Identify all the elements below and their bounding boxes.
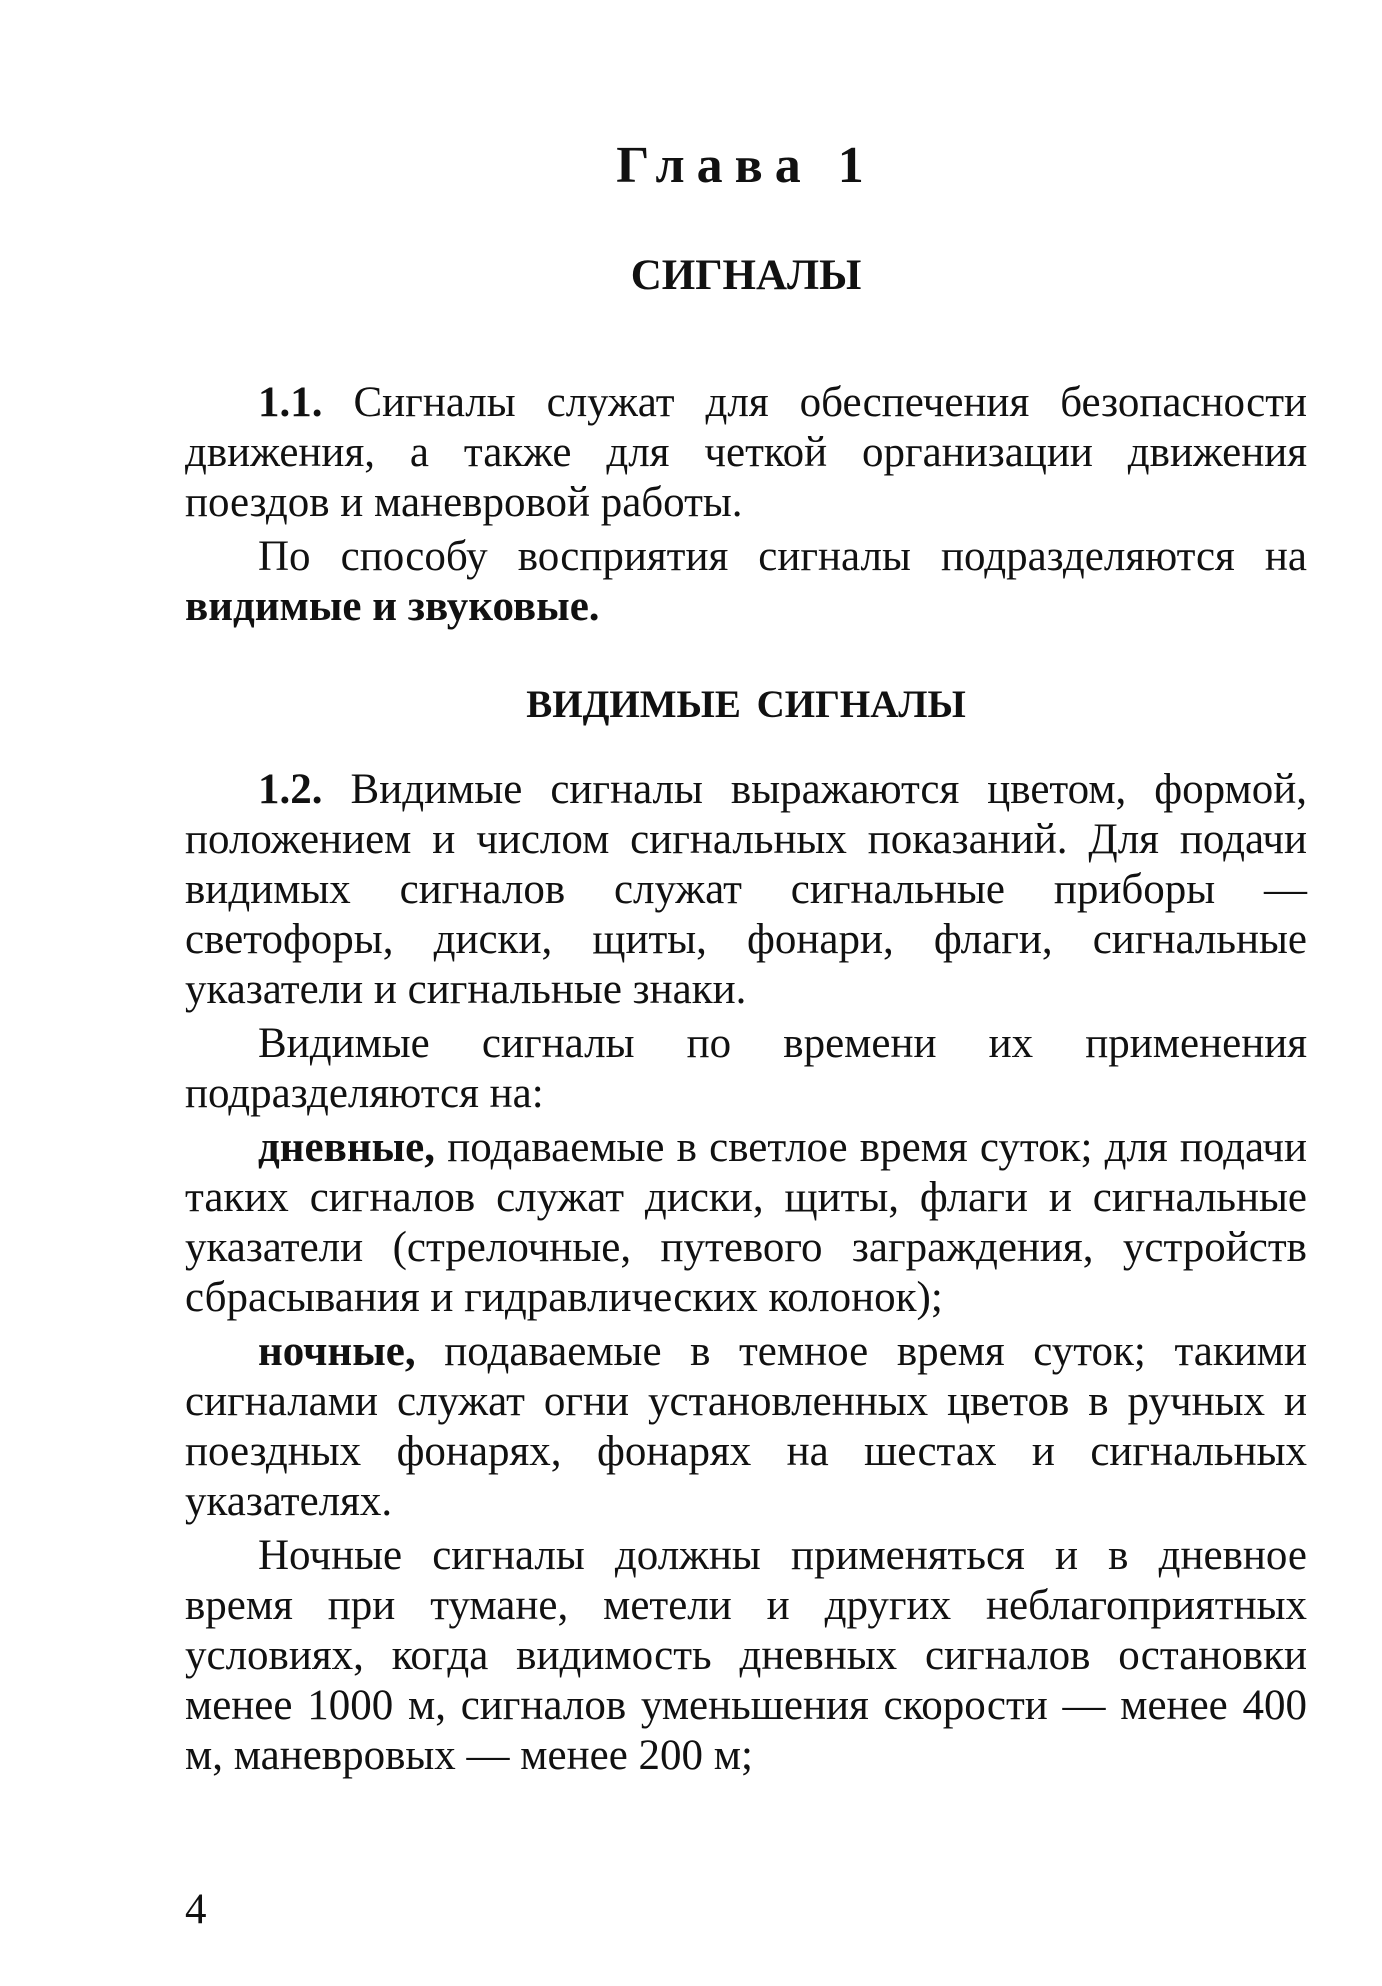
intro-text-block xyxy=(185,378,1307,632)
paragraph-night-in-day xyxy=(185,1531,1307,1781)
paragraph-text: По способу восприятия сигналы подразделяются на xyxy=(258,533,1307,580)
paragraph-perception xyxy=(185,532,1307,632)
paragraph-night-signals xyxy=(185,1327,1307,1527)
paragraph-text: подаваемые в светлое время суток; для подачи таких сигналов служат диски, щиты, флаги и сигнальные указатели (стрелочные, путевого заграждения, устройств сбрасывания и гидравлических колонок); xyxy=(185,1124,1307,1321)
paragraph-text: Видимые сигналы выражаются цветом, формой, положением и числом сигнальных показаний. Для подачи видимых сигналов служат сигнальные приборы — светофоры, диски, щиты, фонари, флаги, сигнальные указатели и сигнальные знаки. xyxy=(185,766,1307,1013)
chapter-subtitle: СИГНАЛЫ xyxy=(630,252,862,299)
paragraph-text: подаваемые в темное время суток; такими сигналами служат огни установленных цветов в ручных и поездных фонарях, фонарях на шестах и сигнальных указателях. xyxy=(185,1328,1307,1525)
chapter-title: Глава 1 xyxy=(616,137,876,194)
bold-term: дневные, xyxy=(258,1124,436,1171)
paragraph-day-signals xyxy=(185,1123,1307,1323)
main-text-block xyxy=(185,765,1307,1781)
section-heading: ВИДИМЫЕ СИГНАЛЫ xyxy=(526,683,966,726)
paragraph-text: Сигналы служат для обеспечения безопасности движения, а также для четкой организации движения поездов и маневровой работы. xyxy=(185,379,1308,526)
paragraph-text: Ночные сигналы должны применяться и в дневное время при тумане, метели и других неблагоприятных условиях, когда видимость дневных сигналов остановки менее 1000 м, сигналов уменьшения скорости — менее 400 м, маневровых — менее 200 м; xyxy=(185,1532,1307,1779)
paragraph-text: Видимые сигналы по времени их применения подразделяются на: xyxy=(185,1020,1307,1117)
paragraph-1-2 xyxy=(185,765,1307,1015)
paragraph-classification xyxy=(185,1019,1307,1119)
paragraph-number: 1.1. xyxy=(258,379,323,426)
bold-term: видимые и звуковые. xyxy=(185,583,600,630)
page-number: 4 xyxy=(185,1886,207,1933)
bold-term: ночные, xyxy=(258,1328,416,1375)
paragraph-1-1 xyxy=(185,378,1307,528)
document-page xyxy=(185,0,1307,1986)
paragraph-number: 1.2. xyxy=(258,766,323,813)
